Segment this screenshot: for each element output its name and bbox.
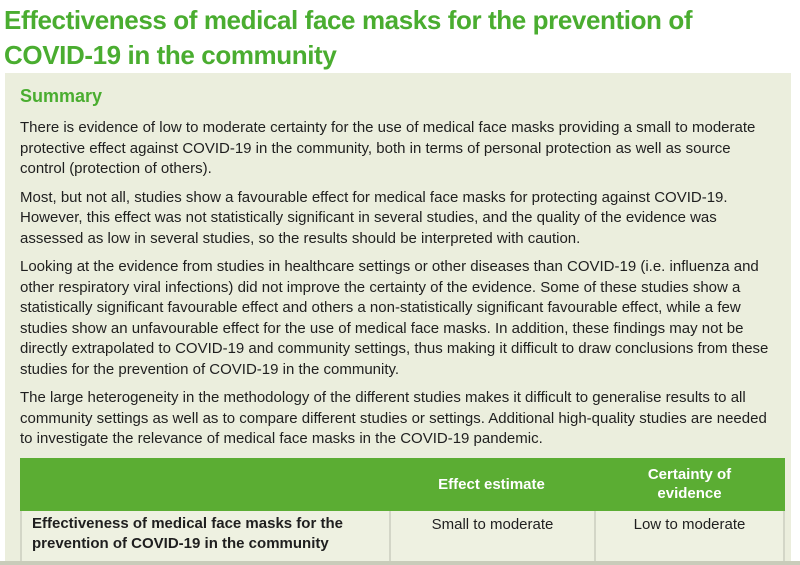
table-cell-row-label: Effectiveness of medical face masks for the prevention of COVID-19 in the community — [32, 514, 343, 552]
summary-section — [5, 73, 791, 563]
table-header-effect-estimate — [389, 458, 594, 511]
summary-paragraph: The large heterogeneity in the methodology of the different studies makes it difficult to generalise results to all community settings as well as to compare different studies or settings. Additional high-quality studies are needed to investigate the relevance of medical face masks in the COVID-19 pandemic. — [20, 389, 767, 447]
table-header-certainty-of-evidence-label: Certainty of evidence — [647, 466, 732, 502]
summary-heading: Summary — [20, 86, 103, 106]
table-cell-certainty-of-evidence: Low to moderate — [594, 511, 783, 561]
summary-paragraph: Most, but not all, studies show a favourable effect for medical face masks for protecting against COVID-19. However, this effect was not statistically significant in several studies, and the quality of the evidence was assessed as low in several studies, so the results should be interpreted with caution. — [20, 188, 728, 247]
table-header-row — [20, 458, 785, 511]
effect-estimate-table — [20, 458, 785, 563]
page-title-line-2: COVID-19 in the community — [4, 40, 337, 70]
table-header-certainty-of-evidence — [594, 458, 785, 511]
table-header-empty — [20, 458, 389, 511]
summary-paragraph: Looking at the evidence from studies in healthcare settings or other diseases than COVID-19 (i.e. influenza and other respiratory viral infections) did not improve the certainty of the evidence. Some of these studies show a statistically significant favourable effect and others a non-statistically significant favourable effect, while a few studies show an unfavourable effect for the use of medical face masks. In addition, these findings may not be directly extrapolated to COVID-19 and community settings, thus making it difficult to draw conclusions from these studies for the prevention of COVID-19 in the community. — [20, 258, 769, 378]
table-header-effect-estimate-label: Effect estimate — [438, 475, 545, 493]
page-title — [0, 0, 800, 73]
screenshot-bottom-edge — [0, 561, 800, 565]
summary-paragraph: There is evidence of low to moderate certainty for the use of medical face masks providing a small to moderate protective effect against COVID-19 in the community, both in terms of personal protection as well as source control (protection of others). — [20, 119, 756, 177]
page-title-line-1: Effectiveness of medical face masks for the prevention of — [4, 5, 693, 35]
table-cell-effect-estimate: Small to moderate — [389, 511, 594, 561]
table-row — [20, 511, 785, 563]
